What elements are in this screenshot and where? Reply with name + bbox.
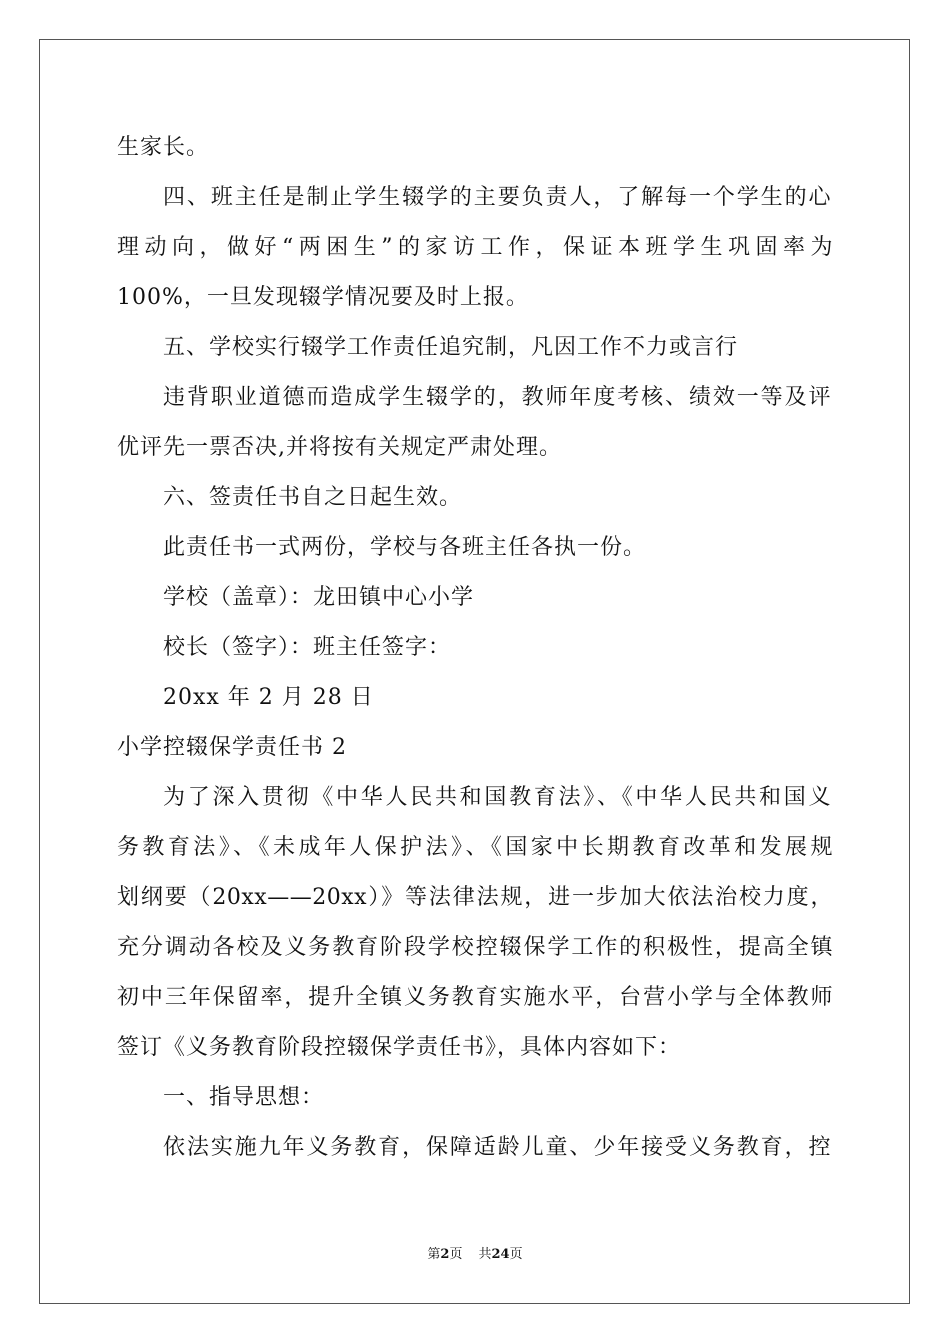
total-pages: 24 [491,1247,510,1262]
text-line: 此责任书一式两份，学校与各班主任各执一份。 [163,535,647,560]
text-line: 划纲要（20xx——20xx）》等法律法规，进一步加大依法治校力度， [117,885,833,910]
total-suffix: 页 [509,1247,523,1262]
section-title: 小学控辍保学责任书 2 [117,735,347,760]
text-line: 六、签责任书自之日起生效。 [163,485,463,510]
text-line: 务教育法》、《未成年人保护法》、《国家中长期教育改革和发展规 [117,835,833,860]
page-prefix: 第 [427,1247,441,1262]
text-line: 优评先一票否决,并将按有关规定严肃处理。 [117,435,562,460]
text-line: 充分调动各校及义务教育阶段学校控辍保学工作的积极性，提高全镇 [117,935,833,960]
text-line: 为了深入贯彻《中华人民共和国教育法》、《中华人民共和国义 [163,785,831,810]
page-frame [39,39,910,1304]
text-line: 100%，一旦发现辍学情况要及时上报。 [117,285,529,310]
total-prefix: 共 [478,1247,492,1262]
text-line: 四、班主任是制止学生辍学的主要负责人，了解每一个学生的心 [163,185,831,210]
page-suffix: 页 [449,1247,463,1262]
text-line: 签订《义务教育阶段控辍保学责任书》，具体内容如下： [117,1035,682,1060]
text-line: 五、学校实行辍学工作责任追究制，凡因工作不力或言行 [163,335,739,360]
text-line: 校长（签字）：班主任签字： [163,635,452,660]
text-line: 一、指导思想： [163,1085,325,1110]
text-line: 初中三年保留率，提升全镇义务教育实施水平，台营小学与全体教师 [117,985,833,1010]
page-footer [0,1246,950,1264]
date-line: 20xx 年 2 月 28 日 [163,685,374,710]
page-number: 2 [440,1247,450,1262]
text-line: 生家长。 [117,135,210,160]
text-line: 学校（盖章）：龙田镇中心小学 [163,585,475,610]
text-line: 依法实施九年义务教育，保障适龄儿童、少年接受义务教育，控 [163,1135,831,1160]
text-line: 违背职业道德而造成学生辍学的，教师年度考核、绩效一等及评 [163,385,831,410]
text-line: 理动向，做好“两困生”的家访工作，保证本班学生巩固率为 [117,235,833,260]
